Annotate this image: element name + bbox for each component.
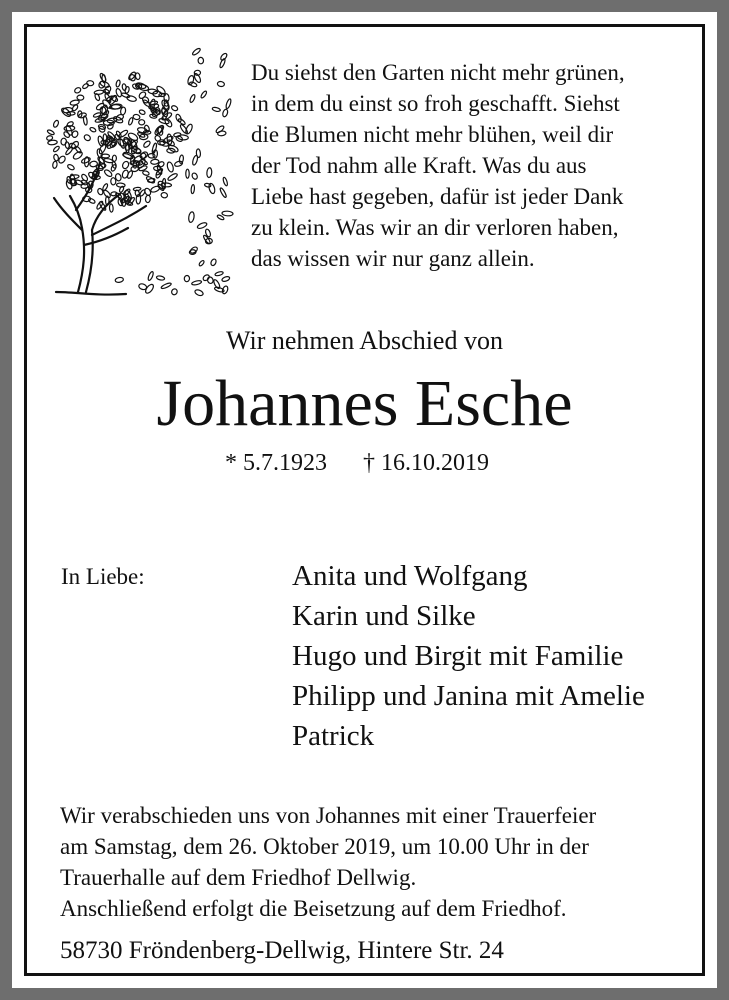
- mourner: Anita und Wolfgang: [292, 560, 528, 592]
- mourners-list: [292, 556, 645, 756]
- address: 58730 Fröndenberg-Dellwig, Hintere Str. 24: [60, 937, 504, 964]
- intro-text: Wir nehmen Abschied von: [226, 326, 503, 355]
- poem-line: die Blumen nicht mehr blühen, weil dir: [251, 122, 614, 147]
- wind-blown-tree-icon: [36, 30, 236, 300]
- service-line: Wir verabschieden uns von Johannes mit einer Trauerfeier: [60, 803, 597, 828]
- service-line: Trauerhalle auf dem Friedhof Dellwig.: [60, 865, 417, 890]
- mourner: Karin und Silke: [292, 600, 476, 632]
- poem: [251, 57, 691, 274]
- birth-date: * 5.7.1923: [225, 450, 327, 476]
- mourner: Philipp und Janina mit Amelie: [292, 680, 645, 712]
- poem-line: das wissen wir nur ganz allein.: [251, 246, 535, 271]
- poem-line: Du siehst den Garten nicht mehr grünen,: [251, 60, 625, 85]
- life-dates: [225, 450, 489, 477]
- mourner: Patrick: [292, 720, 375, 752]
- mourner: Hugo und Birgit mit Familie: [292, 640, 624, 672]
- service-info: [60, 800, 596, 924]
- service-line: Anschließend erfolgt die Beisetzung auf dem Friedhof.: [60, 896, 567, 921]
- mourners-label: In Liebe:: [61, 564, 145, 589]
- deceased-name: Johannes Esche: [156, 367, 573, 440]
- poem-line: zu klein. Was wir an dir verloren haben,: [251, 215, 619, 240]
- poem-line: in dem du einst so froh geschafft. Siehst: [251, 91, 620, 116]
- poem-line: der Tod nahm alle Kraft. Was du aus: [251, 153, 587, 178]
- poem-line: Liebe hast gegeben, dafür ist jeder Dank: [251, 184, 624, 209]
- death-date: † 16.10.2019: [363, 450, 489, 476]
- service-line: am Samstag, dem 26. Oktober 2019, um 10.00 Uhr in der: [60, 834, 589, 859]
